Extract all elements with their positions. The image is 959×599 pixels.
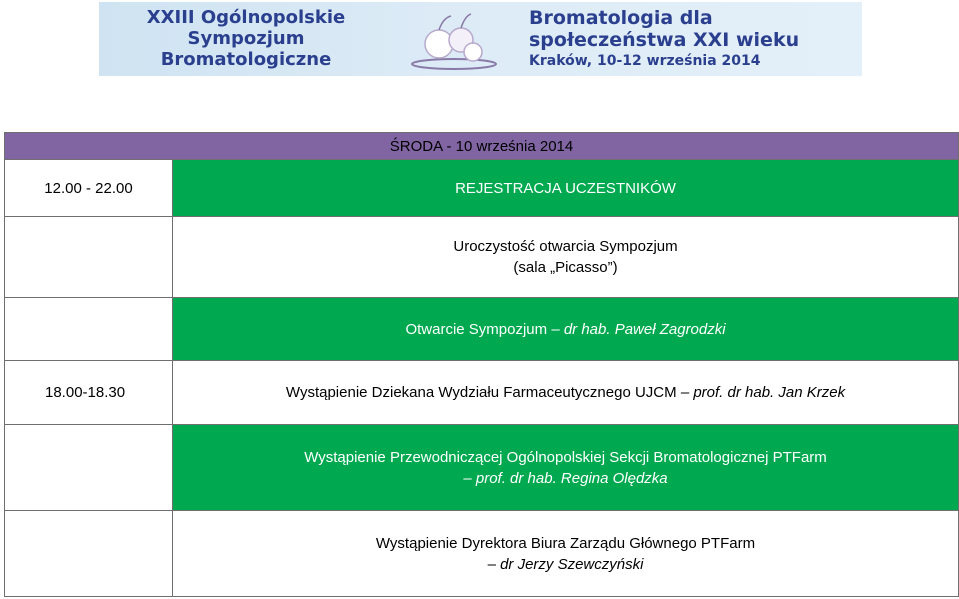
table-row	[5, 298, 959, 361]
time-text: 12.00 - 22.00	[44, 179, 133, 197]
speaker-name: prof. dr hab. Regina Olędzka	[475, 469, 668, 487]
banner-left-line-1: XXIII Ogólnopolskie	[146, 7, 346, 28]
table-row	[5, 361, 959, 425]
event-text: Wystąpienie Przewodniczącej Ogólnopolskiej Sekcji Bromatologicznej PTFarm	[304, 448, 827, 466]
event-cell: Otwarcie Sympozjum – dr hab. Paweł Zagrodzki	[173, 298, 959, 361]
banner-title-right	[529, 7, 859, 71]
event-text: Uroczystość otwarcia Sympozjum	[453, 238, 678, 255]
event-cell	[173, 160, 959, 217]
event-text: Wystąpienie Dziekana Wydziału Farmaceutycznego UJCM	[285, 384, 677, 401]
table-row	[5, 160, 959, 217]
table-row	[5, 217, 959, 298]
time-cell	[5, 160, 173, 217]
time-cell	[5, 361, 173, 425]
event-cell	[173, 217, 959, 298]
event-text: Wystąpienie Dyrektora Biura Zarządu Głównego PTFarm	[375, 534, 756, 552]
day-header-row	[5, 133, 959, 160]
banner-left-line-2: Sympozjum	[187, 28, 305, 49]
symposium-banner	[99, 2, 862, 76]
table-row	[5, 511, 959, 597]
banner-right-line-2: społeczeństwa XXI wieku	[529, 29, 800, 51]
banner-left-line-3: Bromatologiczne	[160, 49, 332, 70]
event-room: (sala „Picasso”)	[513, 259, 618, 276]
time-text: 18.00-18.30	[45, 384, 126, 401]
day-header-text: ŚRODA - 10 września 2014	[389, 137, 574, 155]
schedule-table	[4, 132, 959, 597]
time-cell	[5, 298, 173, 361]
time-cell	[5, 425, 173, 511]
speaker-name: dr hab. Paweł Zagrodzki	[563, 320, 726, 338]
banner-title-left	[111, 7, 381, 70]
fruit-logo-icon	[399, 6, 509, 72]
event-cell: Wystąpienie Dziekana Wydziału Farmaceutycznego UJCM – prof. dr hab. Jan Krzek	[173, 361, 959, 425]
day-header	[5, 133, 959, 160]
time-cell	[5, 511, 173, 597]
event-cell: Wystąpienie Przewodniczącej Ogólnopolskiej Sekcji Bromatologicznej PTFarm – prof. dr hab. Regina Olędzka	[173, 425, 959, 511]
speaker-name: prof. dr hab. Jan Krzek	[693, 384, 846, 401]
table-row	[5, 425, 959, 511]
event-cell: Wystąpienie Dyrektora Biura Zarządu Głównego PTFarm – dr Jerzy Szewczyński	[173, 511, 959, 597]
banner-right-line-3: Kraków, 10-12 września 2014	[529, 53, 761, 69]
speaker-name: dr Jerzy Szewczyński	[500, 555, 644, 573]
event-text: REJESTRACJA UCZESTNIKÓW	[455, 179, 676, 197]
time-cell	[5, 217, 173, 298]
event-text: Otwarcie Sympozjum	[405, 320, 548, 338]
banner-right-line-1: Bromatologia dla	[529, 7, 713, 29]
